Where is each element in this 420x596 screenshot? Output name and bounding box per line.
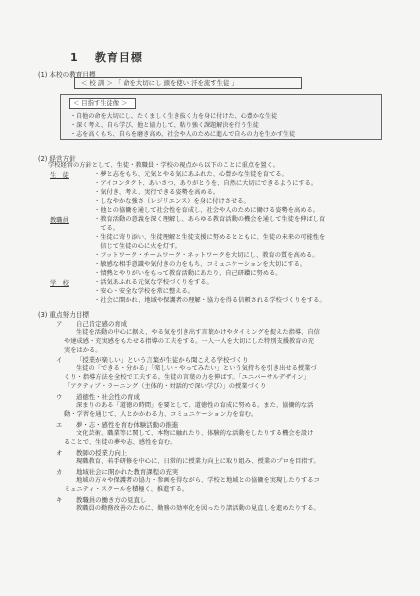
focus-item-title: 「授業が楽しい」という言葉が生徒から聞こえる学校づくり [76, 356, 249, 364]
focus-item-marker: キ [56, 496, 63, 504]
staff-item: ・情熱とやりがいをもって教育活動にあたり、自己研鑽に努める。 [94, 270, 282, 277]
focus-item-marker: エ [56, 421, 63, 429]
school-label: 学 校 [50, 280, 69, 287]
focus-item-marker: イ [56, 356, 63, 364]
focus-item-line: 深まりのある「道徳の時間」を要として、道徳性の育成に努める。また、協働的な活 [76, 402, 314, 409]
focus-item-line: 教職員の勤務改善のために、勤務の効率化を図ったり諸活動の見直しを進めたりする。 [76, 505, 320, 512]
students-item: ・他との協働を通して社会性を育成し、社会や人のために働ける姿勢を高める。 [94, 207, 319, 214]
section-school-goal-heading: (1) 本校の教育目標 [38, 71, 96, 79]
title-number: 1 [70, 51, 79, 64]
students-label: 生 徒 [50, 172, 69, 179]
staff-label: 教職員 [50, 217, 69, 224]
target-item: ・自他の命を大切にし、たくましく生き抜く力を身に付けた、心豊かな生徒 [70, 113, 278, 120]
focus-item-line: 文化芸術、職業等に関して、本物に触れたり、体験的な活動をしたりする機会を設け [76, 430, 314, 437]
students-item: ・しなやかな強さ（レジリエンス）を身に付けさせる。 [94, 198, 250, 205]
section-focus-heading: (3) 重点努力目標 [38, 311, 89, 319]
focus-item-line: くり・指導方法を全校で工夫する。生徒の言葉の力を伸ばす。「ユニバーサルデザイン」 [64, 374, 310, 381]
staff-item: ・敏感な相手意識や気付きの力をもち、コミュニケーションを大切にする。 [94, 261, 307, 268]
students-item: ・気付き、考え、実行できる姿勢を高める。 [94, 189, 220, 196]
target-item: ・深く考え、自ら学び、他と協力して、粘り強く課題解決を行う生徒 [70, 122, 259, 129]
staff-item: ・教育活動の意義を深く理解し、あらゆる教育活動の機会を通して生徒を伸ばし育 [94, 216, 326, 223]
motto-box: ＜ 校 訓 ＞ 「 命を大切にし 頭を使い 汗を流す生徒 」 [74, 77, 302, 89]
focus-item-title: 教師の授業力向上 [76, 449, 128, 457]
focus-item-line: ミュニティ・スクールを積極く、推進する。 [64, 486, 189, 493]
staff-item: 信じて生徒の心に火を灯す。 [94, 243, 181, 250]
focus-item-title: 自己肯定感の育成 [76, 320, 128, 328]
target-students-box [60, 94, 382, 140]
focus-item-title: 道徳性・社会性の育成 [76, 393, 140, 401]
focus-item-line: 実をはかる。 [64, 347, 102, 354]
school-item: ・安心・安全な学校を常に整える。 [94, 288, 194, 295]
section-management-heading: (2) 経営方針 [38, 155, 76, 163]
staff-item: てる。 [94, 225, 119, 232]
focus-item-marker: オ [56, 449, 63, 457]
management-intro: 学校経営の方針として、生徒・教職員・学校の視点から以下のことに重点を置く。 [48, 162, 279, 169]
focus-item-marker: カ [56, 468, 63, 476]
staff-item: ・フットワーク・チームワーク・ネットワークを大切にし、教育の質を高める。 [94, 252, 319, 259]
focus-item-line: 「アクティブ・ラーニング（主体的・対話的で深い学び）」の授業づくり [64, 383, 267, 390]
focus-item-title: 夢・志・感性を育む体験活動の推進 [76, 421, 179, 429]
title-text: 教育目標 [94, 51, 143, 64]
focus-item-title: 地域社会に開かれた教育課程の充実 [76, 468, 179, 476]
focus-item-marker: ア [56, 320, 63, 328]
target-students-heading: ＜ 目指す生徒像 ＞ [69, 98, 136, 109]
students-item: ・夢と志をもち、元気とやる気にあふれた、心豊かな生徒を育てる。 [94, 171, 288, 178]
target-item: ・志を高くもち、自らを磨き高め、社会や人のために進んで自らの力を生かす生徒 [70, 131, 296, 138]
focus-item-line: 生徒の「できる・分かる」「楽しい・やってみたい」という気持ちを引き出せる授業づ [76, 365, 317, 372]
page-title [70, 49, 143, 65]
focus-item-line: ることで、生徒の夢や志、感性を育む。 [64, 439, 177, 446]
staff-item: ・生徒に寄り添い、生徒理解と生徒支援に努めるとともに、生徒の未来の可能性を [94, 234, 326, 241]
focus-item-title: 教職員の働き方の見直し [76, 496, 147, 504]
focus-item-line: 現職教育、若手研修を中心に、日常的に授業力向上に取り組み、授業のプロを目指す。 [76, 458, 320, 465]
school-item: ・活気あふれる元気な学校づくりをする。 [94, 279, 213, 286]
focus-item-marker: ウ [56, 393, 63, 401]
students-item: ・アイコンタクト、あいさつ、ありがとうを、自然に大切にできるようにする。 [94, 180, 318, 187]
focus-item-line: 生徒を活動の中心に据え、やる気を引き出す言葉かけやタイミングを捉えた指導、自信 [76, 329, 320, 336]
focus-item-line: や達成感・充実感をもたせる指導の工夫をする。一人一人を大切にした特別支援教育の充 [64, 338, 314, 345]
focus-item-line: 動・学習を通じて、人とかかわる力、コミュニケーション力を育む。 [64, 411, 258, 418]
focus-item-line: 地域の方々や保護者の協力・参画を得ながら、学校と地域との協働を実現したりするコ [76, 477, 320, 484]
school-item: ・社会に開かれ、地域や保護者の理解・協力を得る信頼される学校づくりをする。 [94, 297, 326, 304]
